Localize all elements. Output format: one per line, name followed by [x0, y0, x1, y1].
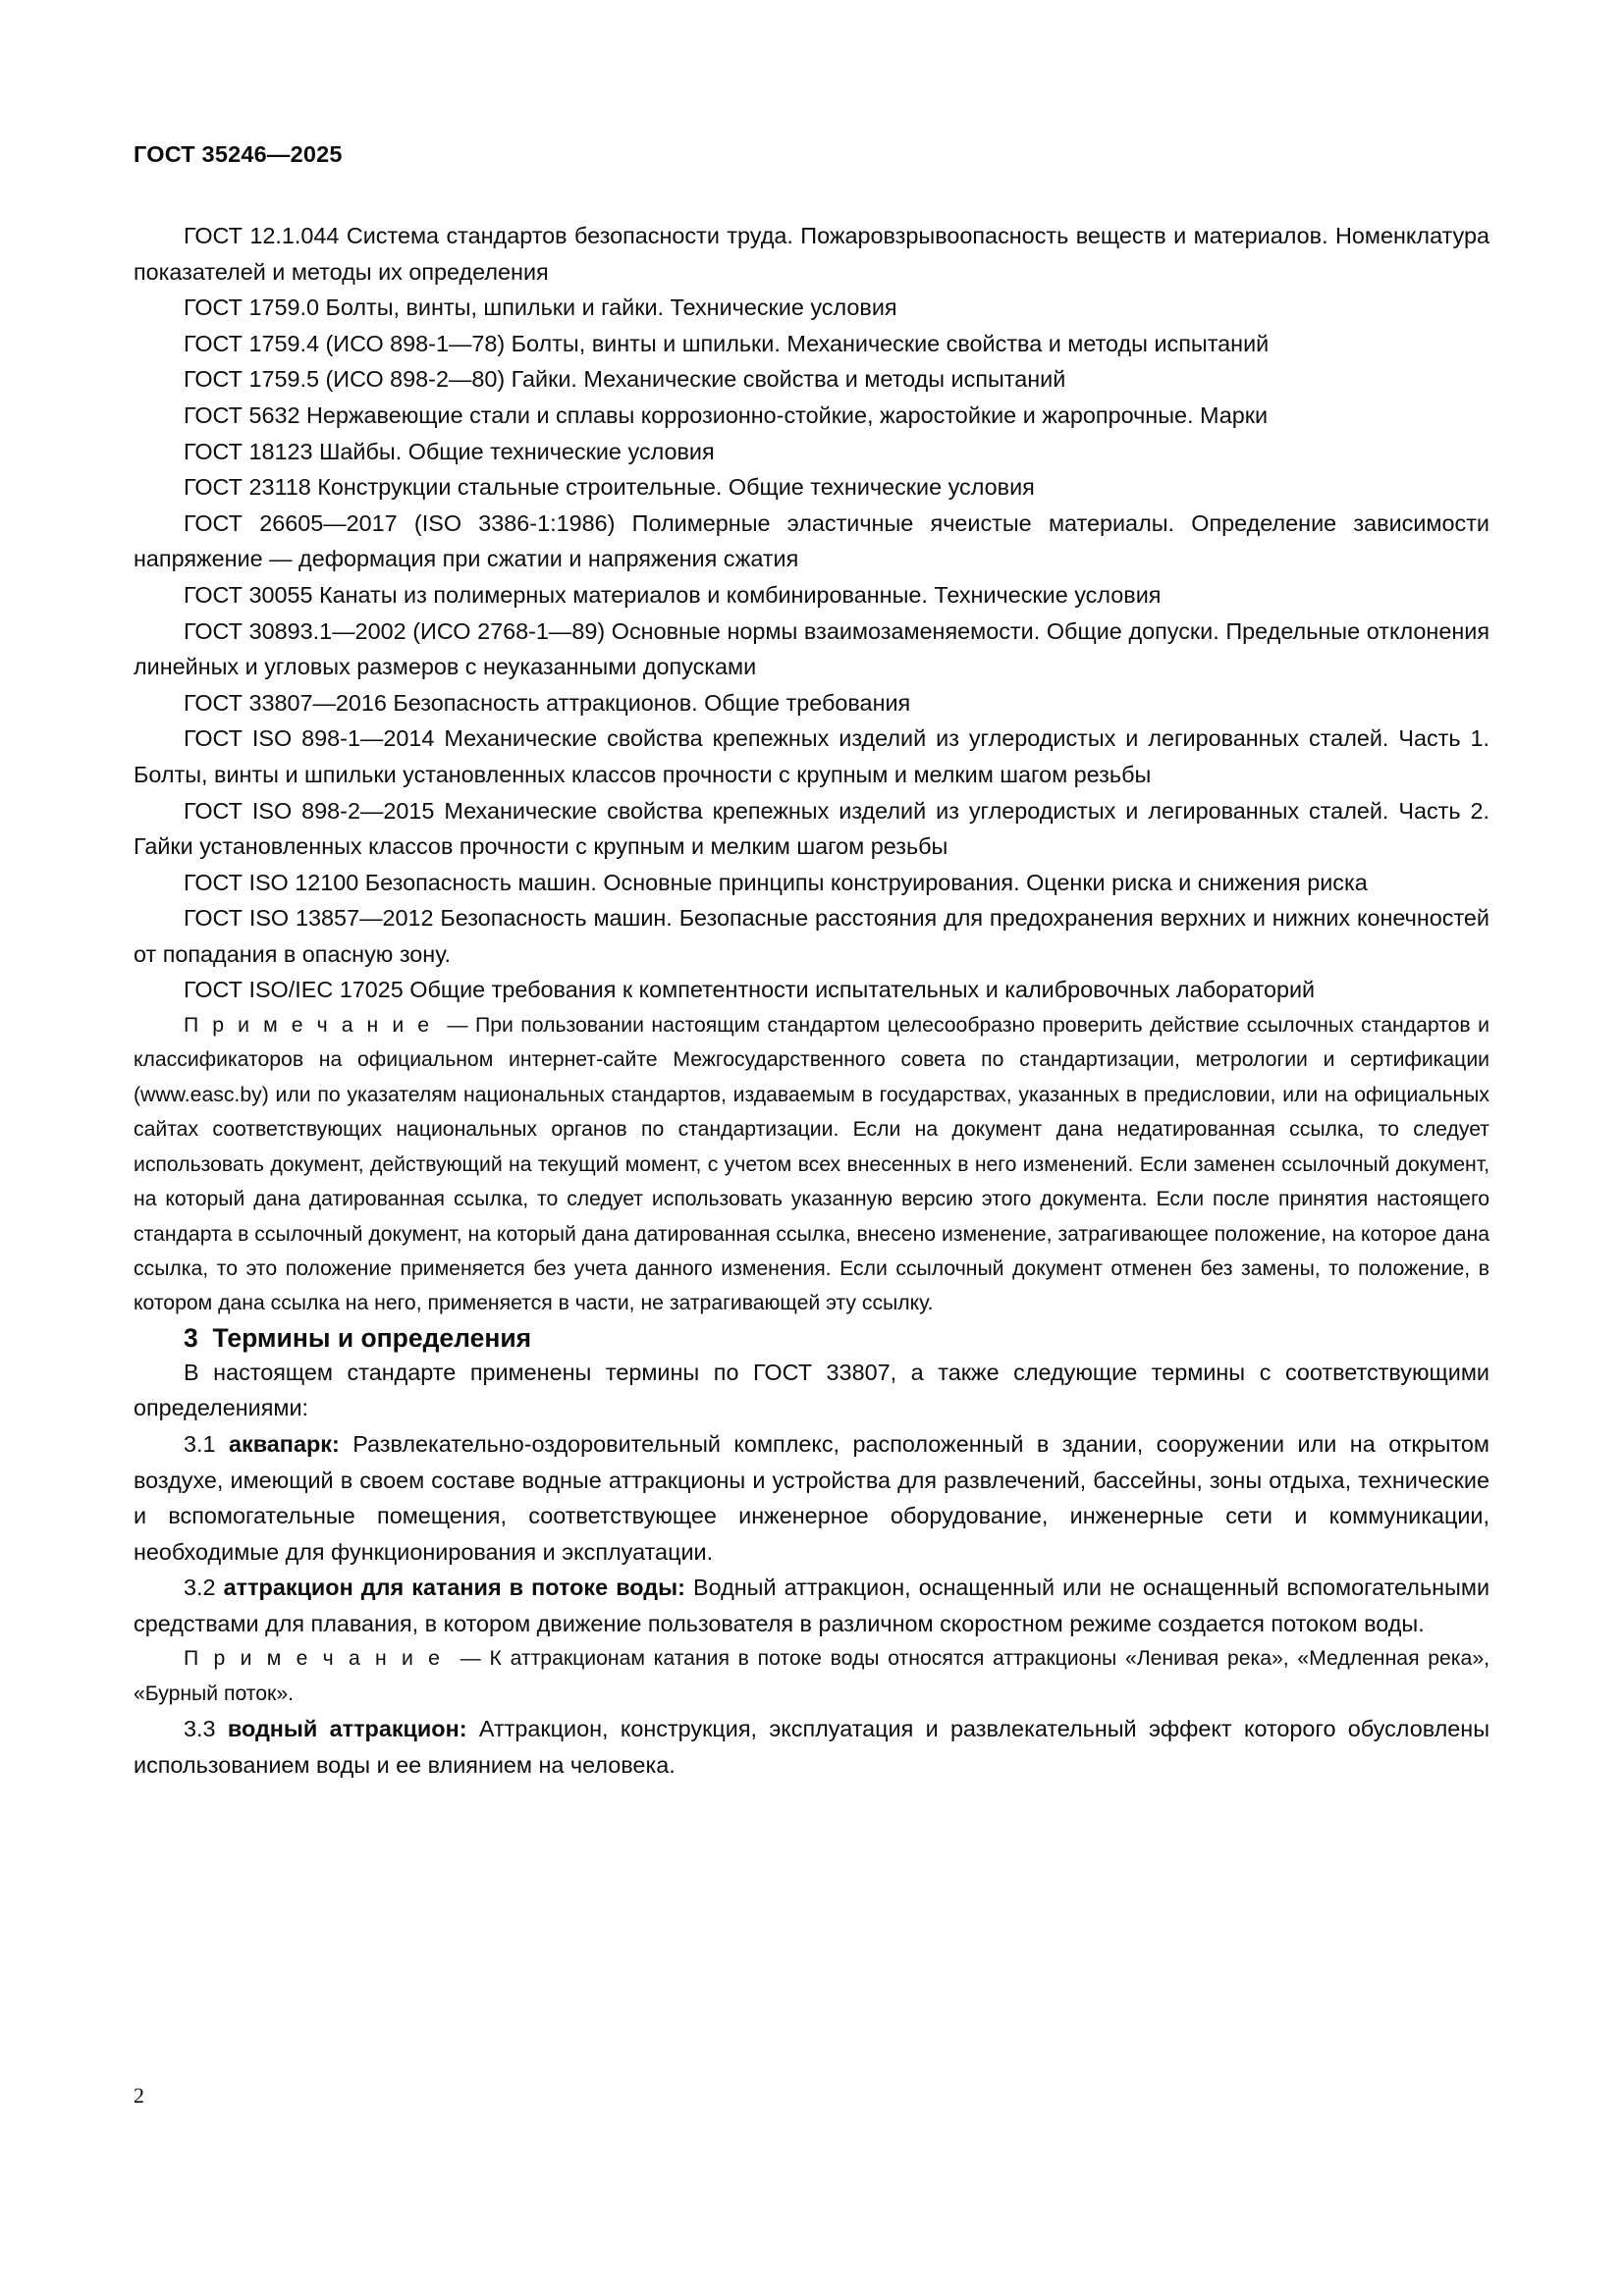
reference-item: ГОСТ 26605—2017 (ISO 3386-1:1986) Полимерные эластичные ячеистые материалы. Определение зависимости напряжение — деформация при сжатии и напряжения сжатия	[134, 509, 1489, 572]
note-dash: —	[460, 1647, 481, 1671]
section-heading-gap	[198, 1323, 213, 1353]
references-note	[134, 1008, 1489, 1321]
section-number: 3	[184, 1322, 198, 1353]
term-name: аттракцион для катания в потоке воды:	[223, 1575, 685, 1601]
reference-item: ГОСТ 5632 Нержавеющие стали и сплавы коррозионно-стойкие, жаростойкие и жаропрочные. Марки	[184, 401, 1269, 428]
reference-item: ГОСТ 1759.4 (ИСО 898-1—78) Болты, винты и шпильки. Механические свойства и методы испытаний	[184, 330, 1270, 356]
reference-item: ГОСТ ISO 13857—2012 Безопасность машин. Безопасные расстояния для предохранения верхних и нижних конечностей от попадания в опасную зону.	[134, 905, 1489, 967]
note-dash-spacer	[432, 1014, 447, 1037]
term-entry	[134, 1570, 1489, 1641]
term-number-gap	[216, 1575, 224, 1600]
page-number: 2	[134, 2083, 144, 2108]
reference-item: ГОСТ 23118 Конструкции стальные строительные. Общие технические условия	[184, 474, 1035, 501]
reference-item: ГОСТ 30893.1—2002 (ИСО 2768-1—89) Основные нормы взаимозаменяемости. Общие допуски. Предельные отклонения линейных и угловых размеров с неуказанными допусками	[134, 617, 1489, 680]
term-definition: Аттракцион, конструкция, эксплуатация и развлекательный эффект которого обусловлены использованием воды и ее влиянием на человека.	[134, 1716, 1490, 1778]
note-dash-spacer	[443, 1647, 460, 1670]
section-heading	[134, 1321, 1489, 1355]
term-number: 3.2	[184, 1575, 216, 1601]
term-number: 3.3	[184, 1716, 216, 1742]
page-content	[134, 218, 1489, 1783]
reference-item: ГОСТ 33807—2016 Безопасность аттракционов. Общие требования	[184, 689, 911, 716]
term-entry	[134, 1426, 1489, 1570]
term-definition: Водный аттракцион, оснащенный или не оснащенный вспомогательными средствами для плавания, в котором движение пользователя в различном скоростном режиме создается потоком воды.	[134, 1575, 1490, 1636]
note-body: К аттракционам катания в потоке воды относятся аттракционы «Ленивая река», «Медленная река», «Бурный поток».	[134, 1647, 1489, 1705]
note-label: П р и м е ч а н и е	[184, 1647, 444, 1671]
note-dash-trailing-space	[481, 1647, 490, 1670]
term-number-gap	[216, 1716, 228, 1741]
term-entry	[134, 1711, 1489, 1783]
note-dash-trailing-space	[468, 1014, 475, 1037]
reference-item: ГОСТ 1759.5 (ИСО 898-2—80) Гайки. Механические свойства и методы испытаний	[184, 366, 1066, 393]
term-definition: Развлекательно-оздоровительный комплекс, расположенный в здании, сооружении или на открытом воздухе, имеющий в своем составе водные аттракционы и устройства для развлечений, бассейны, зоны отдыха, технические и вспомогательные помещения, соответствующее инженерное оборудование, инженерные сети и коммуникации, необходимые для функционирования и эксплуатации.	[134, 1430, 1489, 1565]
note-label: П р и м е ч а н и е	[184, 1014, 433, 1038]
reference-item: ГОСТ ISO 898-2—2015 Механические свойства крепежных изделий из углеродистых и легированных сталей. Часть 2. Гайки установленных классов прочности с крупным и мелким шагом резьбы	[134, 797, 1489, 860]
reference-item: ГОСТ 30055 Канаты из полимерных материалов и комбинированные. Технические условия	[184, 581, 1162, 608]
note-dash: —	[447, 1014, 468, 1038]
term-number: 3.1	[184, 1430, 216, 1457]
reference-item: ГОСТ ISO/IEC 17025 Общие требования к компетентности испытательных и калибровочных лабораторий	[184, 977, 1316, 1003]
reference-item: ГОСТ ISO 12100 Безопасность машин. Основные принципы конструирования. Оценки риска и снижения риска	[184, 869, 1368, 895]
term-note	[134, 1641, 1489, 1711]
term-name: водный аттракцион:	[227, 1716, 467, 1742]
reference-item: ГОСТ 1759.0 Болты, винты, шпильки и гайки. Технические условия	[184, 294, 897, 321]
section-title: Термины и определения	[212, 1322, 532, 1353]
reference-item: ГОСТ ISO 898-1—2014 Механические свойства крепежных изделий из углеродистых и легированных сталей. Часть 1. Болты, винты и шпильки установленных классов прочности с крупным и мелким шагом резьбы	[134, 725, 1489, 787]
term-name: аквапарк:	[229, 1430, 340, 1457]
running-head-standard-number: ГОСТ 35246—2025	[134, 141, 343, 167]
term-number-gap	[216, 1431, 229, 1457]
section-intro: В настоящем стандарте применены термины по ГОСТ 33807, а также следующие термины с соответствующими определениями:	[134, 1359, 1489, 1421]
reference-item: ГОСТ 18123 Шайбы. Общие технические условия	[184, 438, 715, 464]
note-body: При пользовании настоящим стандартом целесообразно проверить действие ссылочных стандартов и классификаторов на официальном интернет-сайте Межгосударственного совета по стандартизации, метрологии и сертификации (www.easc.by) или по указателям национальных стандартов, издаваемым в государствах, указанных в предисловии, или на официальных сайтах соответствующих национальных органов по стандартизации. Если на документ дана недатированная ссылка, то следует использовать документ, действующий на текущий момент, с учетом всех внесенных в него изменений. Если заменен ссылочный документ, на который дана датированная ссылка, то следует использовать указанную версию этого документа. Если после принятия настоящего стандарта в ссылочный документ, на который дана датированная ссылка, внесено изменение, затрагивающее положение, на которое дана ссылка, то это положение применяется без учета данного изменения. Если ссылочный документ отменен без замены, то положение, в котором дана ссылка на него, применяется в части, не затрагивающей эту ссылку.	[134, 1014, 1489, 1315]
reference-item: ГОСТ 12.1.044 Система стандартов безопасности труда. Пожаровзрывоопасность веществ и материалов. Номенклатура показателей и методы их определения	[134, 223, 1489, 285]
